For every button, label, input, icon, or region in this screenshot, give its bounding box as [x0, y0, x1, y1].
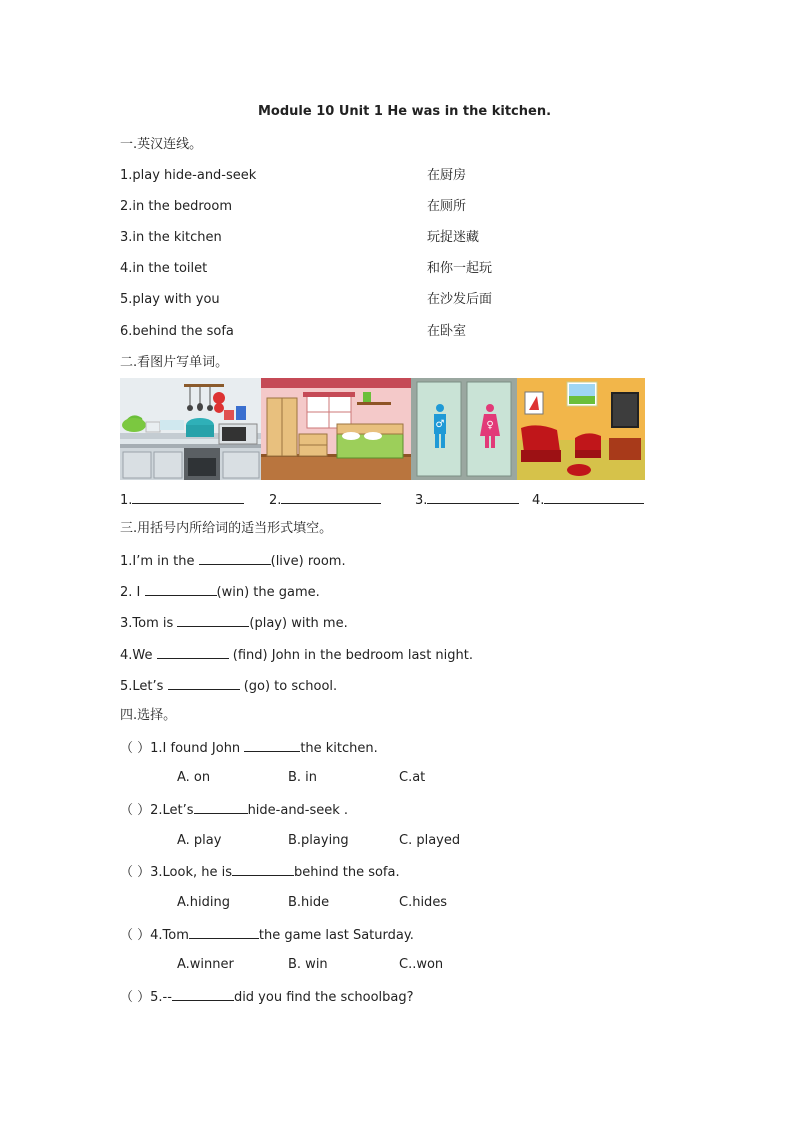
section-heading-fill-in: 三.用括号内所给词的适当形式填空。 [120, 521, 333, 536]
picture-blank-1[interactable]: 1. [120, 491, 244, 509]
fill-in-item-4[interactable]: 4.We (find) John in the bedroom last night. [120, 648, 473, 663]
choice-question-3[interactable]: （ ）3.Look, he is behind the sofa. [120, 865, 400, 880]
choice-question-4[interactable]: （ ）4.Tom the game last Saturday. [120, 928, 414, 943]
choice-1-option-c[interactable]: C.at [399, 770, 426, 785]
fill-in-item-2[interactable]: 2. I (win) the game. [120, 585, 320, 600]
male-symbol: ♂ [435, 419, 445, 430]
choice-question-2[interactable]: （ ）2.Let’s hide-and-seek . [120, 803, 349, 818]
female-symbol: ♀ [486, 420, 494, 431]
section-heading-choice: 四.选择。 [120, 708, 177, 723]
fill-in-item-1[interactable]: 1.I’m in the (live) room. [120, 554, 346, 569]
kitchen-picture [120, 378, 261, 480]
match-english-4: 4.in the toilet [120, 261, 208, 276]
choice-2-option-c[interactable]: C. played [399, 833, 461, 848]
choice-2-option-a[interactable]: A. play [177, 833, 222, 848]
choice-1-option-a[interactable]: A. on [177, 770, 211, 785]
choice-question-5[interactable]: （ ）5.-- did you find the schoolbag? [120, 990, 414, 1005]
match-chinese-5: 在沙发后面 [427, 292, 493, 307]
toilet-picture [411, 378, 517, 480]
choice-2-option-b[interactable]: B.playing [288, 833, 349, 848]
fill-in-item-3[interactable]: 3.Tom is (play) with me. [120, 616, 348, 631]
match-english-2: 2.in the bedroom [120, 199, 232, 214]
choice-question-1[interactable]: （ ）1.I found John the kitchen. [120, 741, 378, 756]
section-heading-matching: 一.英汉连线。 [120, 137, 203, 152]
section-heading-pictures: 二.看图片写单词。 [120, 355, 229, 370]
match-english-3: 3.in the kitchen [120, 230, 222, 245]
picture-blank-4[interactable]: 4. [532, 491, 644, 509]
match-chinese-4: 和你一起玩 [427, 261, 493, 276]
choice-3-option-c[interactable]: C.hides [399, 895, 448, 910]
choice-4-option-c[interactable]: C..won [399, 957, 444, 972]
living-room-picture [517, 378, 645, 480]
choice-3-option-b[interactable]: B.hide [288, 895, 330, 910]
picture-blank-2[interactable]: 2. [269, 491, 381, 509]
choice-4-option-a[interactable]: A.winner [177, 957, 234, 972]
match-english-1: 1.play hide-and-seek [120, 168, 257, 183]
match-chinese-6: 在卧室 [427, 324, 467, 339]
match-chinese-3: 玩捉迷藏 [427, 230, 480, 245]
match-chinese-2: 在厕所 [427, 199, 467, 214]
choice-3-option-a[interactable]: A.hiding [177, 895, 231, 910]
picture-blank-3[interactable]: 3. [415, 491, 519, 509]
choice-1-option-b[interactable]: B. in [288, 770, 318, 785]
match-chinese-1: 在厨房 [427, 168, 467, 183]
match-english-6: 6.behind the sofa [120, 324, 234, 339]
page-title: Module 10 Unit 1 He was in the kitchen. [258, 104, 552, 119]
bedroom-picture [261, 378, 411, 480]
choice-4-option-b[interactable]: B. win [288, 957, 328, 972]
fill-in-item-5[interactable]: 5.Let’s (go) to school. [120, 679, 338, 694]
match-english-5: 5.play with you [120, 292, 220, 307]
